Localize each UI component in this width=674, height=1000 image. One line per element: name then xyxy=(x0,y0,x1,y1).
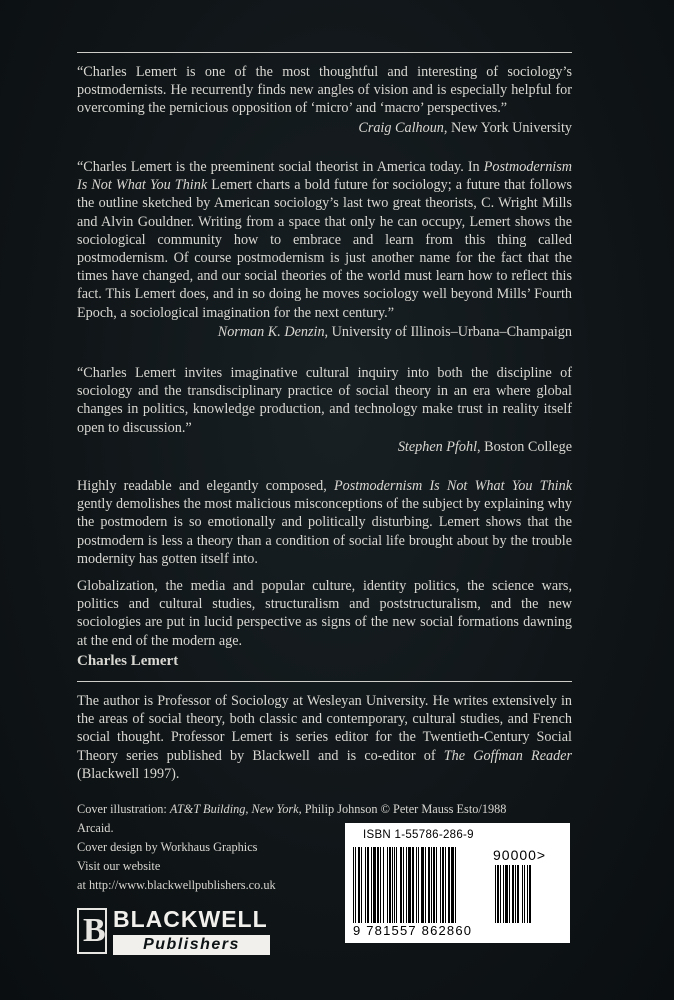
quote-text-part: Lemert charts a bold future for sociology; a future that follows the outline sketched by American sociology’s last two great theorists, C. Wright Mills and Alvin Gouldner. Writing from a space that only he can occupy, Lemert shows the sociological community how to embrace and learn from this thing called postmodernism. Of course postmodernism is just another name for the fact that the times have changed, and our social theories of the world must learn how to reflect this fact. This Lemert does, and in so doing he moves sociology well beyond Mills’ Fourth Epoch, a sociological imagination for the next century.” xyxy=(77,177,572,321)
design-credit: Cover design by Workhaus Graphics xyxy=(77,840,258,854)
barcode-bar xyxy=(355,847,356,923)
website-line: Visit our website xyxy=(77,859,161,873)
publisher-sub: Publishers xyxy=(113,935,270,955)
barcode-bar xyxy=(373,847,376,923)
quote-text: “Charles Lemert invites imaginative cultural inquiry into both the discipline of sociology and the transdisciplinary practice of social theory in an era where global changes in politics, knowledge production, and technology make trust in reality itself open to discussion.” xyxy=(77,365,572,436)
barcode-bar xyxy=(512,865,514,923)
quote-affiliation: , University of Illinois–Urbana–Champaign xyxy=(324,323,572,340)
quote-attribution xyxy=(77,323,572,341)
quote-text xyxy=(77,158,572,322)
bio-text xyxy=(77,692,572,783)
quote-text-part: “Charles Lemert is the preeminent social theorist in America today. In xyxy=(77,159,484,175)
barcode-bar xyxy=(451,847,454,923)
barcode-bar xyxy=(383,847,384,923)
barcode-bar xyxy=(448,847,450,923)
barcode-bar xyxy=(389,847,391,923)
barcode-bar xyxy=(505,865,508,923)
bio-text-part: (Blackwell 1997). xyxy=(77,765,180,782)
author-rule xyxy=(77,681,572,682)
quote-author: Stephen Pfohl xyxy=(397,438,478,455)
description-text: gently demolishes the most malicious misconceptions of the subject by explaining why the postmodern is so emotionally and politically disturbing. Lemert shows that the postmodern is less a theory than a condition of social life brought about by the trouble modernity has gotten itself into. xyxy=(77,496,572,567)
website-url: at http://www.blackwellpublishers.co.uk xyxy=(77,878,276,892)
barcode-bar xyxy=(500,865,501,923)
isbn-barcode xyxy=(345,823,570,943)
publisher-mark-letter: B xyxy=(83,912,106,949)
barcode-bar xyxy=(421,847,424,923)
barcode-bar xyxy=(431,847,432,923)
ean-digits: 9 781557 862860 xyxy=(353,923,473,938)
barcode-bar xyxy=(433,847,435,923)
barcode-bar xyxy=(522,865,523,923)
barcode-bar xyxy=(517,865,519,923)
top-rule xyxy=(77,52,572,53)
author-heading: Charles Lemert xyxy=(77,653,179,669)
price-barcode-bars xyxy=(495,865,557,923)
description-text: Highly readable and elegantly composed, xyxy=(77,478,334,494)
price-code: 90000> xyxy=(493,847,547,863)
credit-text: Philip Johnson © Peter Mauss Esto/1988 Arcaid. xyxy=(77,802,507,835)
barcode-bar xyxy=(515,865,516,923)
barcode-bar xyxy=(400,847,402,923)
quote-affiliation: , New York University xyxy=(443,119,572,136)
blackwell-logo xyxy=(77,906,277,958)
barcode-bar xyxy=(365,847,366,923)
bio-text-part: The author is Professor of Sociology at Wesleyan University. He writes extensively in the areas of social theory, both classic and contemporary, cultural studies, and French social thought. Professor Lemert is series editor for the Twentieth-Century Social Theory series published by Blackwell and is co-editor of xyxy=(77,693,572,764)
barcode-bar xyxy=(524,865,525,923)
barcode-bar xyxy=(367,847,369,923)
credit-text: Cover illustration: xyxy=(77,802,170,816)
ean-barcode-bars xyxy=(353,847,491,923)
barcode-bar xyxy=(455,847,456,923)
barcode-bar xyxy=(412,847,414,923)
barcode-bar xyxy=(495,865,496,923)
illustration-title: AT&T Building, New York, xyxy=(169,802,302,816)
description-paragraph: Globalization, the media and popular culture, identity politics, the science wars, politics and cultural studies, structuralism and poststructuralism, and the new sociologies are put in lucid perspective as signs of the new social formations dawning at the end of the modern age. xyxy=(77,578,572,649)
quote-affiliation: , Boston College xyxy=(477,438,572,455)
barcode-bar xyxy=(425,847,426,923)
barcode-bar xyxy=(445,847,446,923)
quote-calhoun xyxy=(77,63,572,137)
publisher-name: BLACKWELL xyxy=(113,906,268,932)
barcode-bar xyxy=(358,847,360,923)
barcode-bar xyxy=(387,847,388,923)
barcode-bar xyxy=(436,847,437,923)
description-paragraph xyxy=(77,477,572,568)
quote-text: “Charles Lemert is one of the most thoughtful and interesting of sociology’s postmodernists. He recurrently finds new angles of vision and is especially helpful for overcoming the pernicious opposition of ‘micro’ and ‘macro’ perspectives.” xyxy=(77,64,572,117)
book-title: The Goffman Reader xyxy=(443,747,572,764)
quote-author: Craig Calhoun xyxy=(358,119,444,136)
barcode-bar xyxy=(396,847,397,923)
barcode-bar xyxy=(380,847,381,923)
barcode-bar xyxy=(503,865,504,923)
quote-attribution xyxy=(77,438,572,456)
barcode-bar xyxy=(428,847,430,923)
barcode-bar xyxy=(527,865,528,923)
book-title: Postmodernism Is Not What You Think xyxy=(77,159,572,194)
quote-author: Norman K. Denzin xyxy=(217,323,325,340)
barcode-bar xyxy=(361,847,362,923)
barcode-bar xyxy=(442,847,444,923)
barcode-bar xyxy=(408,847,411,923)
barcode-bar xyxy=(418,847,419,923)
barcode-bar xyxy=(497,865,499,923)
barcode-bar xyxy=(371,847,372,923)
barcode-bar xyxy=(394,847,395,923)
isbn-number: ISBN 1-55786-286-9 xyxy=(363,829,474,841)
quote-pfohl xyxy=(77,364,572,456)
description xyxy=(77,477,572,650)
barcode-bar xyxy=(509,865,510,923)
barcode-bar xyxy=(440,847,441,923)
barcode-bar xyxy=(392,847,393,923)
barcode-bar xyxy=(377,847,379,923)
barcode-bar xyxy=(416,847,417,923)
book-title: Postmodernism Is Not What You Think xyxy=(333,478,572,494)
publisher-mark xyxy=(77,908,107,954)
quote-attribution xyxy=(77,119,572,137)
barcode-bar xyxy=(529,865,531,923)
barcode-bar xyxy=(406,847,407,923)
quote-denzin xyxy=(77,158,572,341)
barcode-bar xyxy=(353,847,354,923)
author-bio xyxy=(77,692,572,783)
barcode-bar xyxy=(403,847,404,923)
